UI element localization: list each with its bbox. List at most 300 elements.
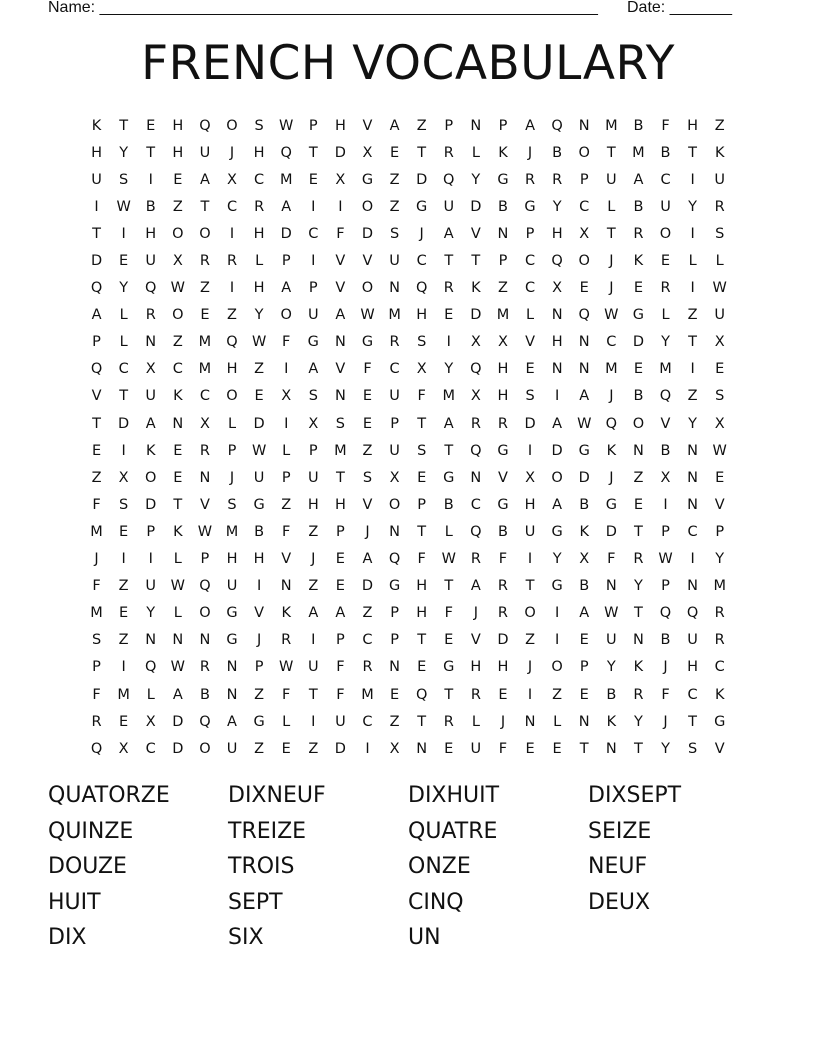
grid-letter: X [227, 171, 237, 188]
grid-row [83, 356, 733, 383]
grid-letter: E [525, 361, 535, 378]
grid-letter: Q [199, 713, 211, 730]
grid-letter: Z [687, 307, 698, 324]
grid-letter: V [525, 334, 535, 351]
grid-letter: G [551, 523, 563, 540]
grid-letter: M [388, 307, 401, 324]
grid-letter: K [145, 442, 156, 459]
word-bank-item: QUATORZE [48, 783, 170, 808]
grid-letter: K [173, 388, 183, 405]
grid-letter: J [609, 388, 614, 405]
grid-letter: G [632, 307, 645, 324]
grid-row [83, 518, 733, 545]
grid-letter: Q [145, 280, 157, 297]
grid-letter: Q [90, 361, 103, 378]
grid-letter: U [470, 740, 482, 757]
grid-letter: M [225, 523, 239, 540]
grid-letter: Q [470, 442, 482, 459]
grid-letter: O [280, 307, 292, 324]
grid-letter: W [604, 307, 619, 324]
grid-letter: D [470, 307, 482, 324]
grid-row [83, 627, 733, 654]
grid-letter: C [145, 740, 156, 757]
grid-letter: E [335, 578, 345, 595]
grid-letter: Z [199, 280, 210, 297]
grid-letter: L [444, 523, 453, 540]
grid-letter: N [632, 632, 644, 649]
grid-letter: W [251, 334, 267, 351]
grid-letter: X [470, 334, 481, 351]
grid-letter: J [663, 713, 668, 730]
grid-letter: U [443, 198, 455, 215]
grid-row [83, 735, 733, 762]
word-bank-item: DIXHUIT [408, 783, 500, 808]
grid-letter: B [660, 632, 671, 649]
grid-row [83, 573, 733, 600]
grid-letter: T [417, 713, 427, 730]
grid-letter: N [145, 632, 157, 649]
grid-row [83, 464, 733, 491]
grid-row [83, 166, 733, 193]
grid-letter: X [118, 469, 129, 486]
grid-letter: P [579, 171, 589, 188]
grid-letter: F [336, 659, 345, 676]
grid-letter: L [255, 253, 264, 270]
grid-letter: Z [91, 469, 102, 486]
grid-letter: F [444, 605, 453, 622]
grid-letter: U [145, 388, 157, 405]
grid-letter: H [687, 659, 699, 676]
grid-letter: Q [605, 415, 618, 432]
grid-letter: K [579, 523, 589, 540]
grid-letter: A [525, 117, 535, 134]
grid-letter: R [91, 713, 102, 730]
grid-letter: H [470, 659, 482, 676]
grid-letter: C [687, 523, 698, 540]
grid-row [83, 302, 733, 329]
grid-letter: N [334, 334, 346, 351]
grid-letter: G [497, 442, 509, 459]
grid-letter: I [311, 713, 316, 730]
grid-row [83, 410, 733, 437]
word-bank-item: DEUX [588, 889, 651, 915]
grid-letter: R [199, 442, 210, 459]
grid-letter: A [633, 171, 644, 188]
grid-letter: P [308, 280, 318, 297]
grid-letter: Q [90, 280, 103, 297]
grid-letter: A [335, 307, 346, 324]
grid-letter: B [497, 523, 508, 540]
grid-letter: O [551, 469, 563, 486]
grid-letter: L [553, 713, 562, 730]
grid-letter: E [633, 280, 643, 297]
grid-letter: W [279, 659, 294, 676]
grid-letter: B [633, 198, 644, 215]
grid-letter: I [311, 253, 316, 270]
grid-letter: N [687, 469, 699, 486]
grid-letter: U [389, 442, 400, 459]
grid-letter: R [660, 280, 671, 297]
grid-letter: V [660, 415, 671, 432]
grid-letter: J [527, 659, 533, 676]
grid-letter: H [253, 551, 265, 568]
grid-letter: T [444, 442, 454, 459]
grid-letter: A [335, 605, 346, 622]
grid-letter: G [551, 578, 563, 595]
word-bank-item: HUIT [48, 889, 101, 915]
date-line: Date: _______ [627, 0, 732, 16]
grid-letter: R [552, 171, 563, 188]
grid-row [83, 112, 733, 139]
grid-letter: M [659, 361, 672, 378]
grid-letter: V [199, 496, 210, 513]
grid-letter: C [254, 171, 265, 188]
grid-letter: B [552, 144, 563, 161]
grid-letter: F [92, 496, 101, 513]
grid-letter: Z [254, 740, 265, 757]
grid-letter: H [334, 117, 346, 134]
grid-letter: E [119, 605, 129, 622]
grid-letter: X [579, 551, 590, 568]
grid-letter: L [173, 551, 182, 568]
grid-letter: P [146, 523, 156, 540]
grid-letter: Z [118, 578, 129, 595]
grid-letter: H [416, 307, 428, 324]
grid-letter: P [444, 117, 454, 134]
grid-letter: V [254, 605, 265, 622]
grid-letter: O [172, 225, 184, 242]
grid-letter: E [579, 632, 589, 649]
grid-letter: N [389, 280, 400, 297]
grid-letter: W [170, 659, 185, 676]
grid-letter: B [660, 144, 671, 161]
grid-letter: G [578, 442, 590, 459]
grid-letter: L [146, 686, 155, 703]
grid-letter: R [497, 578, 508, 595]
grid-letter: M [90, 605, 103, 622]
grid-letter: N [199, 632, 211, 649]
grid-letter: I [338, 198, 343, 215]
grid-letter: D [632, 334, 644, 351]
grid-letter: E [498, 686, 508, 703]
grid-letter: H [551, 334, 563, 351]
grid-letter: D [172, 713, 184, 730]
grid-letter: K [714, 144, 725, 161]
grid-letter: R [633, 225, 644, 242]
grid-letter: N [578, 117, 590, 134]
grid-letter: T [606, 225, 616, 242]
grid-letter: T [92, 225, 101, 242]
grid-letter: T [335, 469, 345, 486]
grid-letter: Y [633, 578, 643, 595]
grid-letter: X [172, 253, 183, 270]
grid-letter: Q [470, 361, 482, 378]
grid-letter: I [527, 551, 533, 568]
grid-letter: I [284, 415, 289, 432]
grid-letter: E [579, 280, 589, 297]
grid-letter: L [526, 307, 535, 324]
grid-letter: Y [661, 740, 670, 757]
grid-letter: U [714, 307, 726, 324]
grid-letter: S [362, 469, 373, 486]
grid-letter: Q [199, 117, 211, 134]
word-bank-item: DIXSEPT [588, 783, 682, 808]
grid-letter: H [172, 144, 184, 161]
grid-letter: A [552, 496, 563, 513]
grid-letter: Y [119, 144, 129, 161]
grid-letter: A [308, 361, 319, 378]
word-bank-item: DIXNEUF [228, 783, 326, 808]
grid-letter: J [419, 225, 424, 242]
grid-letter: H [497, 659, 509, 676]
grid-letter: C [118, 361, 129, 378]
grid-letter: F [607, 551, 616, 568]
grid-letter: E [254, 388, 264, 405]
grid-letter: G [443, 659, 455, 676]
grid-letter: F [282, 523, 291, 540]
grid-letter: N [416, 740, 428, 757]
grid-letter: U [389, 253, 400, 270]
grid-letter: C [524, 253, 536, 270]
grid-row [83, 546, 733, 573]
grid-letter: W [441, 551, 456, 568]
grid-letter: A [227, 713, 237, 730]
grid-letter: E [362, 388, 373, 405]
grid-letter: G [361, 171, 374, 188]
grid-letter: X [416, 361, 427, 378]
grid-letter: P [336, 523, 345, 540]
grid-letter: Q [199, 578, 211, 595]
grid-letter: Y [471, 171, 481, 188]
grid-letter: N [632, 442, 644, 459]
grid-letter: N [578, 334, 590, 351]
grid-letter: R [199, 253, 210, 270]
grid-letter: F [363, 361, 372, 378]
grid-letter: S [525, 388, 535, 405]
grid-letter: L [282, 713, 291, 730]
grid-letter: V [497, 469, 508, 486]
grid-letter: U [687, 632, 698, 649]
grid-letter: X [714, 334, 725, 351]
grid-letter: I [256, 578, 262, 595]
grid-letter: V [91, 388, 102, 405]
grid-letter: N [199, 469, 211, 486]
grid-letter: H [524, 496, 536, 513]
grid-letter: S [417, 442, 427, 459]
grid-letter: Y [444, 361, 454, 378]
grid-letter: E [119, 523, 129, 540]
grid-letter: Z [714, 117, 725, 134]
grid-letter: P [417, 496, 427, 513]
grid-letter: Q [226, 334, 238, 351]
grid-letter: J [229, 144, 235, 161]
grid-letter: I [121, 442, 126, 459]
grid-letter: Z [362, 442, 373, 459]
grid-letter: R [525, 171, 536, 188]
word-bank-item: QUATRE [408, 818, 498, 844]
grid-letter: Q [551, 117, 563, 134]
grid-letter: D [334, 144, 346, 161]
grid-letter: Q [470, 523, 482, 540]
grid-letter: I [311, 632, 316, 649]
grid-letter: I [229, 225, 235, 242]
grid-letter: P [661, 578, 670, 595]
grid-letter: T [444, 686, 454, 703]
grid-letter: A [470, 578, 481, 595]
grid-letter: X [145, 713, 156, 730]
grid-letter: O [524, 605, 536, 622]
grid-letter: J [229, 469, 235, 486]
letter-grid [83, 112, 733, 762]
grid-letter: I [690, 225, 695, 242]
grid-row [83, 654, 733, 681]
grid-letter: G [714, 713, 726, 730]
grid-letter: T [417, 415, 427, 432]
grid-letter: U [226, 740, 238, 757]
grid-letter: M [198, 361, 212, 378]
grid-letter: Z [308, 578, 319, 595]
grid-letter: N [334, 388, 346, 405]
grid-row [83, 139, 733, 166]
grid-letter: C [172, 361, 183, 378]
grid-letter: I [527, 686, 533, 703]
grid-letter: Y [633, 713, 643, 730]
grid-letter: D [470, 198, 482, 215]
grid-letter: Q [551, 253, 563, 270]
grid-letter: H [172, 117, 184, 134]
grid-letter: B [579, 578, 590, 595]
grid-letter: A [389, 117, 400, 134]
grid-letter: R [443, 713, 454, 730]
grid-letter: K [633, 659, 644, 676]
grid-letter: P [390, 415, 399, 432]
grid-letter: W [658, 551, 673, 568]
grid-letter: D [90, 253, 103, 270]
grid-letter: M [279, 171, 293, 188]
grid-letter: I [663, 496, 668, 513]
grid-letter: H [226, 361, 238, 378]
grid-letter: M [90, 523, 103, 540]
word-bank-item: NEUF [588, 854, 648, 879]
grid-letter: C [199, 388, 210, 405]
grid-letter: K [606, 442, 617, 459]
word-bank-item: ONZE [408, 854, 471, 879]
grid-letter: P [254, 659, 264, 676]
grid-letter: G [253, 496, 265, 513]
grid-letter: W [170, 280, 185, 297]
grid-letter: U [145, 578, 157, 595]
grid-letter: E [715, 469, 725, 486]
grid-letter: H [416, 578, 428, 595]
grid-letter: Z [362, 605, 373, 622]
grid-letter: B [443, 496, 454, 513]
grid-letter: P [308, 117, 318, 134]
grid-letter: M [496, 307, 510, 324]
grid-letter: I [121, 551, 126, 568]
grid-letter: J [500, 713, 506, 730]
grid-letter: C [226, 198, 238, 215]
grid-letter: E [91, 442, 102, 459]
grid-letter: A [281, 280, 292, 297]
grid-letter: I [229, 280, 235, 297]
word-bank-item: DOUZE [48, 854, 127, 879]
grid-letter: S [119, 496, 129, 513]
grid-letter: N [145, 334, 157, 351]
grid-letter: G [497, 496, 509, 513]
grid-letter: U [389, 388, 400, 405]
grid-letter: F [498, 740, 508, 757]
grid-letter: T [146, 144, 156, 161]
grid-letter: N [497, 225, 509, 242]
grid-letter: P [390, 605, 399, 622]
grid-letter: Y [552, 198, 562, 215]
grid-letter: M [713, 578, 726, 595]
grid-letter: E [444, 307, 454, 324]
grid-letter: K [471, 280, 481, 297]
grid-letter: Y [552, 551, 562, 568]
grid-letter: Y [119, 280, 129, 297]
grid-letter: O [199, 225, 211, 242]
grid-letter: H [91, 144, 102, 161]
grid-letter: S [227, 496, 237, 513]
grid-letter: I [690, 171, 695, 188]
grid-letter: H [551, 225, 563, 242]
grid-letter: E [119, 713, 129, 730]
grid-letter: A [579, 605, 590, 622]
grid-letter: T [688, 144, 698, 161]
grid-letter: N [605, 578, 617, 595]
grid-letter: J [663, 659, 668, 676]
grid-letter: D [551, 442, 563, 459]
grid-letter: C [416, 253, 427, 270]
grid-letter: A [443, 415, 454, 432]
grid-letter: O [632, 415, 645, 432]
grid-letter: W [279, 117, 294, 134]
grid-letter: T [688, 713, 698, 730]
grid-letter: R [470, 415, 481, 432]
grid-letter: G [416, 198, 428, 215]
grid-letter: B [199, 686, 210, 703]
grid-letter: O [361, 280, 374, 297]
grid-letter: D [118, 415, 130, 432]
grid-letter: X [552, 280, 563, 297]
grid-letter: H [497, 388, 509, 405]
grid-letter: X [525, 469, 536, 486]
grid-letter: B [633, 117, 644, 134]
grid-letter: D [361, 578, 374, 595]
grid-letter: V [470, 225, 481, 242]
grid-letter: T [471, 253, 481, 270]
grid-letter: E [579, 686, 589, 703]
grid-letter: H [497, 361, 509, 378]
grid-letter: S [308, 388, 318, 405]
grid-letter: Z [227, 307, 237, 324]
grid-letter: L [119, 307, 128, 324]
grid-letter: S [688, 740, 698, 757]
grid-letter: F [336, 225, 345, 242]
grid-letter: Q [686, 605, 699, 622]
grid-letter: N [226, 659, 238, 676]
grid-letter: R [633, 686, 644, 703]
grid-letter: U [660, 198, 671, 215]
grid-letter: Z [172, 198, 183, 215]
grid-letter: D [253, 415, 265, 432]
grid-letter: F [336, 686, 345, 703]
grid-letter: C [362, 632, 373, 649]
grid-letter: X [497, 334, 508, 351]
grid-letter: E [173, 171, 183, 188]
grid-letter: T [633, 523, 643, 540]
